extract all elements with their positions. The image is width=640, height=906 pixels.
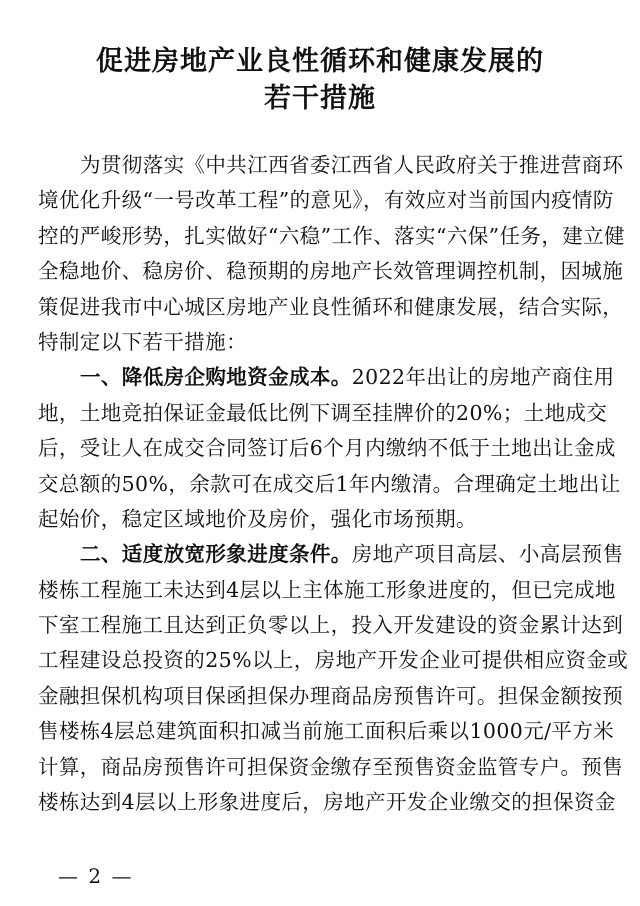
page-number: — 2 —	[58, 864, 134, 888]
paragraph-line: 楼栋达到4层以上形象进度后，房地产开发企业缴交的担保资金	[38, 790, 616, 815]
document-title-line-1: 促进房地产业良性循环和健康发展的	[96, 46, 544, 77]
section-2-first-line	[38, 537, 624, 572]
section-2-heading: 二、适度放宽形象进度条件。	[80, 542, 352, 567]
paragraph-line: 金融担保机构项目保函担保办理商品房预售许可。担保金额按预	[38, 683, 624, 708]
paragraph-line: 计算，商品房预售许可担保资金缴存至预售资金监管专户。预售	[38, 754, 624, 779]
section-2-first-line-text: 房地产项目高层、小高层预售	[351, 542, 624, 567]
section-1-first-line-text: 2022年出让的房地产商住用	[351, 365, 615, 390]
document-body	[38, 148, 629, 820]
section-1-heading: 一、降低房企购地资金成本。	[80, 365, 352, 390]
paragraph-line: 为贯彻落实《中共江西省委江西省人民政府关于推进营商环	[80, 153, 624, 177]
paragraph-line: 起始价，稳定区域地价及房价，强化市场预期。	[38, 506, 477, 531]
paragraph-line: 后，受让人在成交合同签订后6个月内缴纳不低于土地出让金成	[38, 436, 616, 461]
paragraph-line: 售楼栋4层总建筑面积扣减当前施工面积后乘以1000元/平方米	[38, 719, 615, 744]
paragraph-line: 下室工程施工且达到正负零以上，投入开发建设的资金累计达到	[38, 613, 624, 638]
paragraph-line: 地，土地竞拍保证金最低比例下调至挂牌价的20%；土地成交	[38, 400, 608, 425]
paragraph-line: 交总额的50%，余款可在成交后1年内缴清。合理确定土地出让	[38, 471, 621, 496]
paragraph-line: 楼栋工程施工未达到4层以上主体施工形象进度的，但已完成地	[38, 577, 616, 602]
document-title-line-2: 若干措施	[264, 83, 376, 114]
paragraph-line: 特制定以下若干措施：	[38, 329, 247, 354]
paragraph-line: 策促进我市中心城区房地产业良性循环和健康发展，结合实际，	[38, 294, 624, 319]
paragraph-line: 境优化升级“一号改革工程”的意见》，有效应对当前国内疫情防	[38, 188, 614, 213]
paragraph-line: 控的严峻形势，扎实做好“六稳”工作、落实“六保”任务，建立健	[38, 223, 625, 248]
section-1-first-line	[38, 360, 615, 395]
paragraph-line: 全稳地价、稳房价、稳预期的房地产长效管理调控机制，因城施	[38, 259, 624, 284]
paragraph-line: 工程建设总投资的25%以上，房地产开发企业可提供相应资金或	[38, 648, 629, 673]
